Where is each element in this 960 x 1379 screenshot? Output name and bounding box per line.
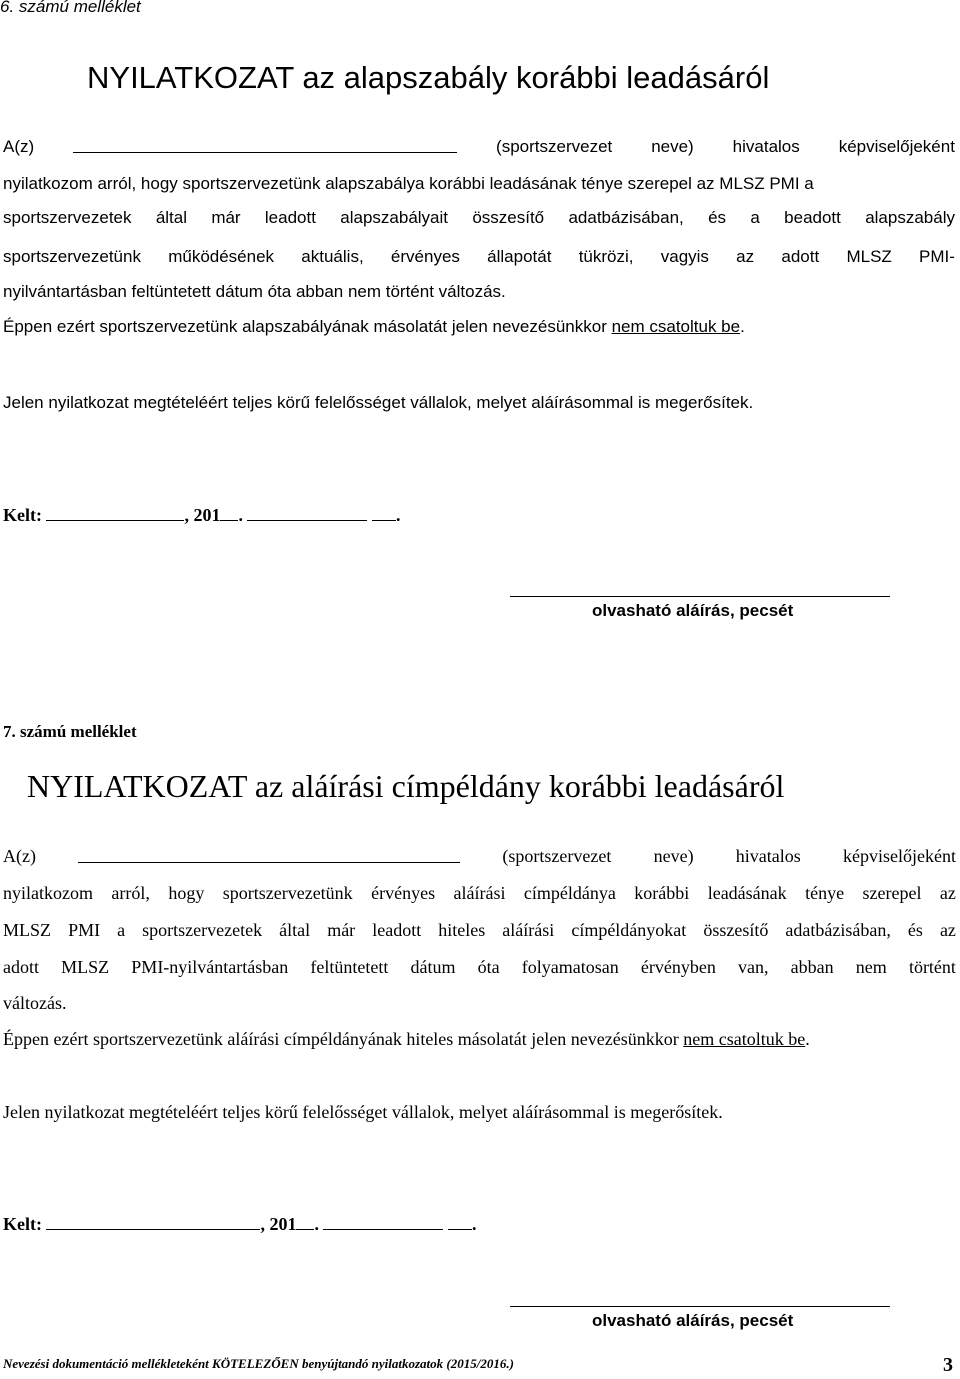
word: ténye bbox=[805, 883, 845, 903]
word: a bbox=[750, 208, 760, 227]
word: abban bbox=[790, 957, 834, 977]
annex6-line5: nyilvántartásban feltüntetett dátum óta abban nem történt változás. bbox=[3, 282, 506, 301]
place-blank[interactable] bbox=[46, 519, 184, 521]
word: nem bbox=[855, 957, 887, 977]
word: MLSZ bbox=[846, 247, 892, 266]
text: . bbox=[395, 505, 401, 525]
annex7-line6 bbox=[3, 1029, 810, 1050]
text: . bbox=[314, 1214, 319, 1234]
annex6-date-line bbox=[3, 505, 400, 526]
annex6-declaration: Jelen nyilatkozat megtételéért teljes körű felelősséget vállalok, melyet aláírásommal is megerősítek. bbox=[3, 393, 754, 412]
word: leadott bbox=[372, 920, 422, 940]
word: adott bbox=[781, 247, 820, 266]
word: és bbox=[708, 208, 727, 227]
word: címpéldányokat bbox=[571, 920, 687, 940]
annex7-date-line bbox=[3, 1214, 476, 1235]
annex7-title: NYILATKOZAT az aláírási címpéldány korábbi leadásáról bbox=[27, 768, 785, 804]
word: a bbox=[117, 920, 126, 940]
word: sportszervezetünk bbox=[3, 247, 141, 266]
word: leadott bbox=[264, 208, 316, 227]
word: címpéldánya bbox=[523, 883, 616, 903]
date-label: Kelt: bbox=[3, 1214, 42, 1234]
word: az bbox=[939, 920, 956, 940]
word: dátum bbox=[410, 957, 456, 977]
page-number: 3 bbox=[943, 1354, 953, 1376]
word: és bbox=[907, 920, 923, 940]
word: összesítő bbox=[703, 920, 769, 940]
footer-text: Nevezési dokumentáció mellékleteként KÖTELEZŐEN benyújtandó nyilatkozatok (2015/2016.) bbox=[3, 1356, 514, 1371]
annex7-signature-line[interactable] bbox=[510, 1306, 890, 1307]
text: A(z) bbox=[3, 137, 35, 156]
word: hiteles bbox=[438, 920, 486, 940]
word: érvényben bbox=[640, 957, 716, 977]
word: érvényes bbox=[371, 883, 436, 903]
word: korábbi bbox=[634, 883, 690, 903]
annex6-line1 bbox=[3, 137, 955, 157]
annex7-label: 7. számú melléklet bbox=[3, 722, 137, 741]
annex6-label: 6. számú melléklet bbox=[0, 0, 141, 16]
annex6-line4 bbox=[3, 247, 955, 267]
word: adatbázisában, bbox=[785, 920, 891, 940]
word: hogy bbox=[168, 883, 205, 903]
year-prefix: , 201 bbox=[260, 1214, 297, 1234]
annex7-line1 bbox=[3, 846, 956, 867]
word: érvényes bbox=[390, 247, 460, 266]
text: hivatalos bbox=[732, 137, 800, 156]
annex6-line2: nyilatkozom arról, hogy sportszervezetünk alapszabálya korábbi leadásának ténye szerepel az MLSZ PMI a bbox=[3, 174, 814, 193]
year-prefix: , 201 bbox=[184, 505, 221, 525]
text: . bbox=[471, 1214, 477, 1234]
month-blank[interactable] bbox=[247, 519, 367, 521]
word: az bbox=[736, 247, 755, 266]
day-blank[interactable] bbox=[372, 519, 396, 521]
text: Éppen ezért sportszervezetünk alapszabályának másolatát jelen nevezésünkkor bbox=[3, 317, 612, 336]
word: PMI- bbox=[919, 247, 955, 266]
word: működésének bbox=[168, 247, 275, 266]
text: neve) bbox=[653, 846, 694, 866]
organization-name-blank[interactable] bbox=[73, 151, 457, 153]
organization-name-blank[interactable] bbox=[78, 861, 460, 863]
annex7-line2 bbox=[3, 883, 956, 904]
word: által bbox=[279, 920, 311, 940]
word: aláírási bbox=[502, 920, 555, 940]
word: folyamatosan bbox=[521, 957, 619, 977]
text: A(z) bbox=[3, 846, 36, 866]
word: tükrözi, bbox=[578, 247, 634, 266]
text: . bbox=[238, 505, 243, 525]
word: sportszervezetünk bbox=[222, 883, 353, 903]
word: PMI-nyilvántartásban bbox=[131, 957, 289, 977]
word: arról, bbox=[111, 883, 150, 903]
word: MLSZ bbox=[61, 957, 110, 977]
day-blank[interactable] bbox=[448, 1228, 472, 1230]
word: MLSZ bbox=[3, 920, 52, 940]
word: aktuális, bbox=[301, 247, 364, 266]
year-blank[interactable] bbox=[296, 1228, 314, 1230]
not-attached-text: nem csatoltuk be bbox=[611, 317, 741, 336]
text: (sportszervezet bbox=[502, 846, 612, 866]
word: vagyis bbox=[660, 247, 709, 266]
word: nyilatkozom bbox=[3, 883, 93, 903]
word: történt bbox=[908, 957, 956, 977]
word: szerepel bbox=[862, 883, 922, 903]
word: feltüntetett bbox=[310, 957, 389, 977]
annex6-signature-line[interactable] bbox=[510, 596, 890, 597]
text: hivatalos bbox=[735, 846, 801, 866]
word: óta bbox=[477, 957, 500, 977]
word: által bbox=[155, 208, 187, 227]
annex7-line5: változás. bbox=[3, 993, 67, 1013]
month-blank[interactable] bbox=[323, 1228, 443, 1230]
word: beadott bbox=[784, 208, 841, 227]
place-blank[interactable] bbox=[46, 1228, 260, 1230]
word: PMI bbox=[68, 920, 101, 940]
word: aláírási bbox=[453, 883, 506, 903]
annex6-signature-caption: olvasható aláírás, pecsét bbox=[592, 601, 794, 620]
annex7-declaration: Jelen nyilatkozat megtételéért teljes körű felelősséget vállalok, melyet aláírásommal is megerősítek. bbox=[3, 1102, 723, 1122]
word: összesítő bbox=[472, 208, 545, 227]
annex6-line6 bbox=[3, 317, 745, 337]
annex7-signature-caption: olvasható aláírás, pecsét bbox=[592, 1311, 794, 1330]
word: sportszervezetek bbox=[3, 208, 132, 227]
word: már bbox=[211, 208, 241, 227]
word: adatbázisában, bbox=[568, 208, 684, 227]
annex6-title: NYILATKOZAT az alapszabály korábbi leadásáról bbox=[87, 60, 770, 95]
text: képviselőjeként bbox=[838, 137, 955, 156]
word: alapszabályait bbox=[340, 208, 449, 227]
word: alapszabály bbox=[865, 208, 955, 227]
text: . bbox=[805, 1029, 810, 1049]
word: van, bbox=[738, 957, 769, 977]
word: sportszervezetek bbox=[142, 920, 263, 940]
not-attached-text: nem csatoltuk be bbox=[683, 1029, 806, 1049]
annex6-line3 bbox=[3, 208, 955, 228]
text: neve) bbox=[651, 137, 694, 156]
word: adott bbox=[3, 957, 39, 977]
annex7-line4 bbox=[3, 957, 956, 978]
date-label: Kelt: bbox=[3, 505, 42, 525]
annex7-line3 bbox=[3, 920, 956, 941]
word: leadásának bbox=[707, 883, 787, 903]
text: (sportszervezet bbox=[496, 137, 613, 156]
word: az bbox=[939, 883, 956, 903]
text: Éppen ezért sportszervezetünk aláírási címpéldányának hiteles másolatát jelen nevezésünkkor bbox=[3, 1029, 684, 1049]
word: már bbox=[327, 920, 356, 940]
year-blank[interactable] bbox=[220, 519, 238, 521]
word: állapotát bbox=[487, 247, 552, 266]
text: képviselőjeként bbox=[843, 846, 956, 866]
text: . bbox=[740, 317, 745, 336]
